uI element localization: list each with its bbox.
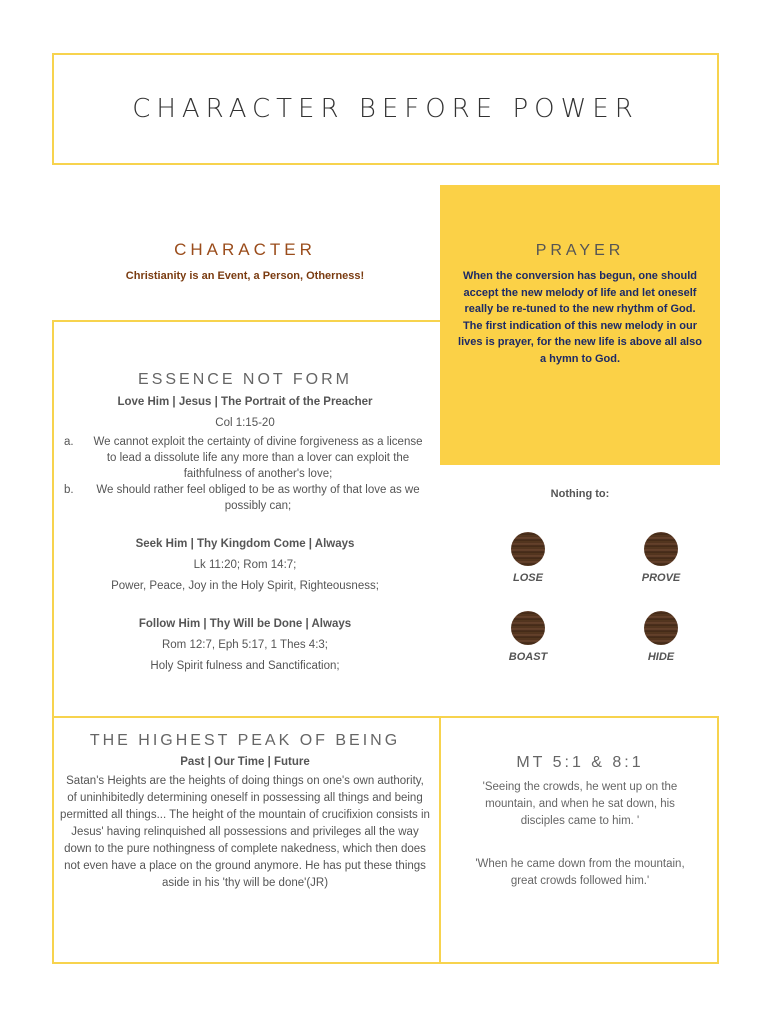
character-header (52, 240, 438, 282)
peak-text: Satan's Heights are the heights of doing things on one's own authority, of uninhibitedly determining oneself in possessing all things and being permitted all things... The height of the mountain of crucifixion consists in Jesus' having relinquished all possessions and privileges all the way down to the pure nothingness of complete nakedness, which then does not even have a place on the ground anymore. He has put these things aside in his 'thy will be done'(JR) (60, 775, 430, 889)
nothing-item-prove: PROVE (641, 572, 681, 584)
peak-section (60, 732, 430, 892)
love-label: Love Him | Jesus | The Portrait of the Preacher (117, 396, 373, 408)
seek-text: Power, Peace, Joy in the Holy Spirit, Righteousness; (111, 580, 379, 592)
list-item (64, 482, 426, 514)
love-ref: Col 1:15-20 (215, 417, 275, 429)
nothing-heading: Nothing to: (550, 488, 610, 500)
list-item-text: We should rather feel obliged to be as worthy of that love as we possibly can; (96, 484, 420, 512)
mt-heading: MT 5:1 & 8:1 (516, 754, 644, 771)
nothing-item-lose: LOSE (513, 572, 543, 584)
follow-label: Follow Him | Thy Will be Done | Always (138, 618, 352, 630)
follow-ref: Rom 12:7, Eph 5:17, 1 Thes 4:3; (161, 639, 328, 651)
character-heading: CHARACTER (174, 240, 316, 259)
list-marker: a. (64, 436, 74, 448)
nothing-item-hide: HIDE (647, 651, 675, 663)
wood-disc-icon (511, 532, 545, 566)
list-item-text: We cannot exploit the certainty of divine forgiveness as a license to lead a dissolute life any more than a lover can exploit the faithfulness of another's love; (93, 436, 423, 480)
love-points (52, 434, 438, 514)
character-subtitle: Christianity is an Event, a Person, Otherness! (125, 270, 365, 282)
list-marker: b. (64, 484, 74, 496)
page-title: CHARACTER BEFORE POWER (132, 94, 639, 124)
peak-heading: THE HIGHEST PEAK OF BEING (89, 732, 401, 749)
wood-disc-icon (644, 611, 678, 645)
list-item (64, 434, 426, 482)
wood-disc-icon (511, 611, 545, 645)
essence-heading: ESSENCE NOT FORM (138, 371, 352, 388)
essence-section (52, 372, 438, 674)
seek-ref: Lk 11:20; Rom 14:7; (193, 559, 297, 571)
follow-text: Holy Spirit fulness and Sanctification; (150, 660, 340, 672)
mt-quote-1: 'Seeing the crowds, he went up on the mountain, and when he sat down, his disciples came to him. ' (482, 781, 678, 827)
prayer-text: When the conversion has begun, one should accept the new melody of life and let oneself really be re-tuned to the new rhythm of God. The first indication of this new melody in our lives is prayer, for the new life is above all also a hymn to God. (458, 270, 702, 365)
wood-disc-icon (644, 532, 678, 566)
nothing-item-boast: BOAST (508, 651, 548, 663)
prayer-heading: PRAYER (535, 242, 625, 259)
title-box (52, 53, 719, 165)
seek-label: Seek Him | Thy Kingdom Come | Always (135, 538, 355, 550)
mt-quote-2: 'When he came down from the mountain, great crowds followed him.' (475, 858, 685, 887)
peak-label: Past | Our Time | Future (180, 756, 310, 768)
